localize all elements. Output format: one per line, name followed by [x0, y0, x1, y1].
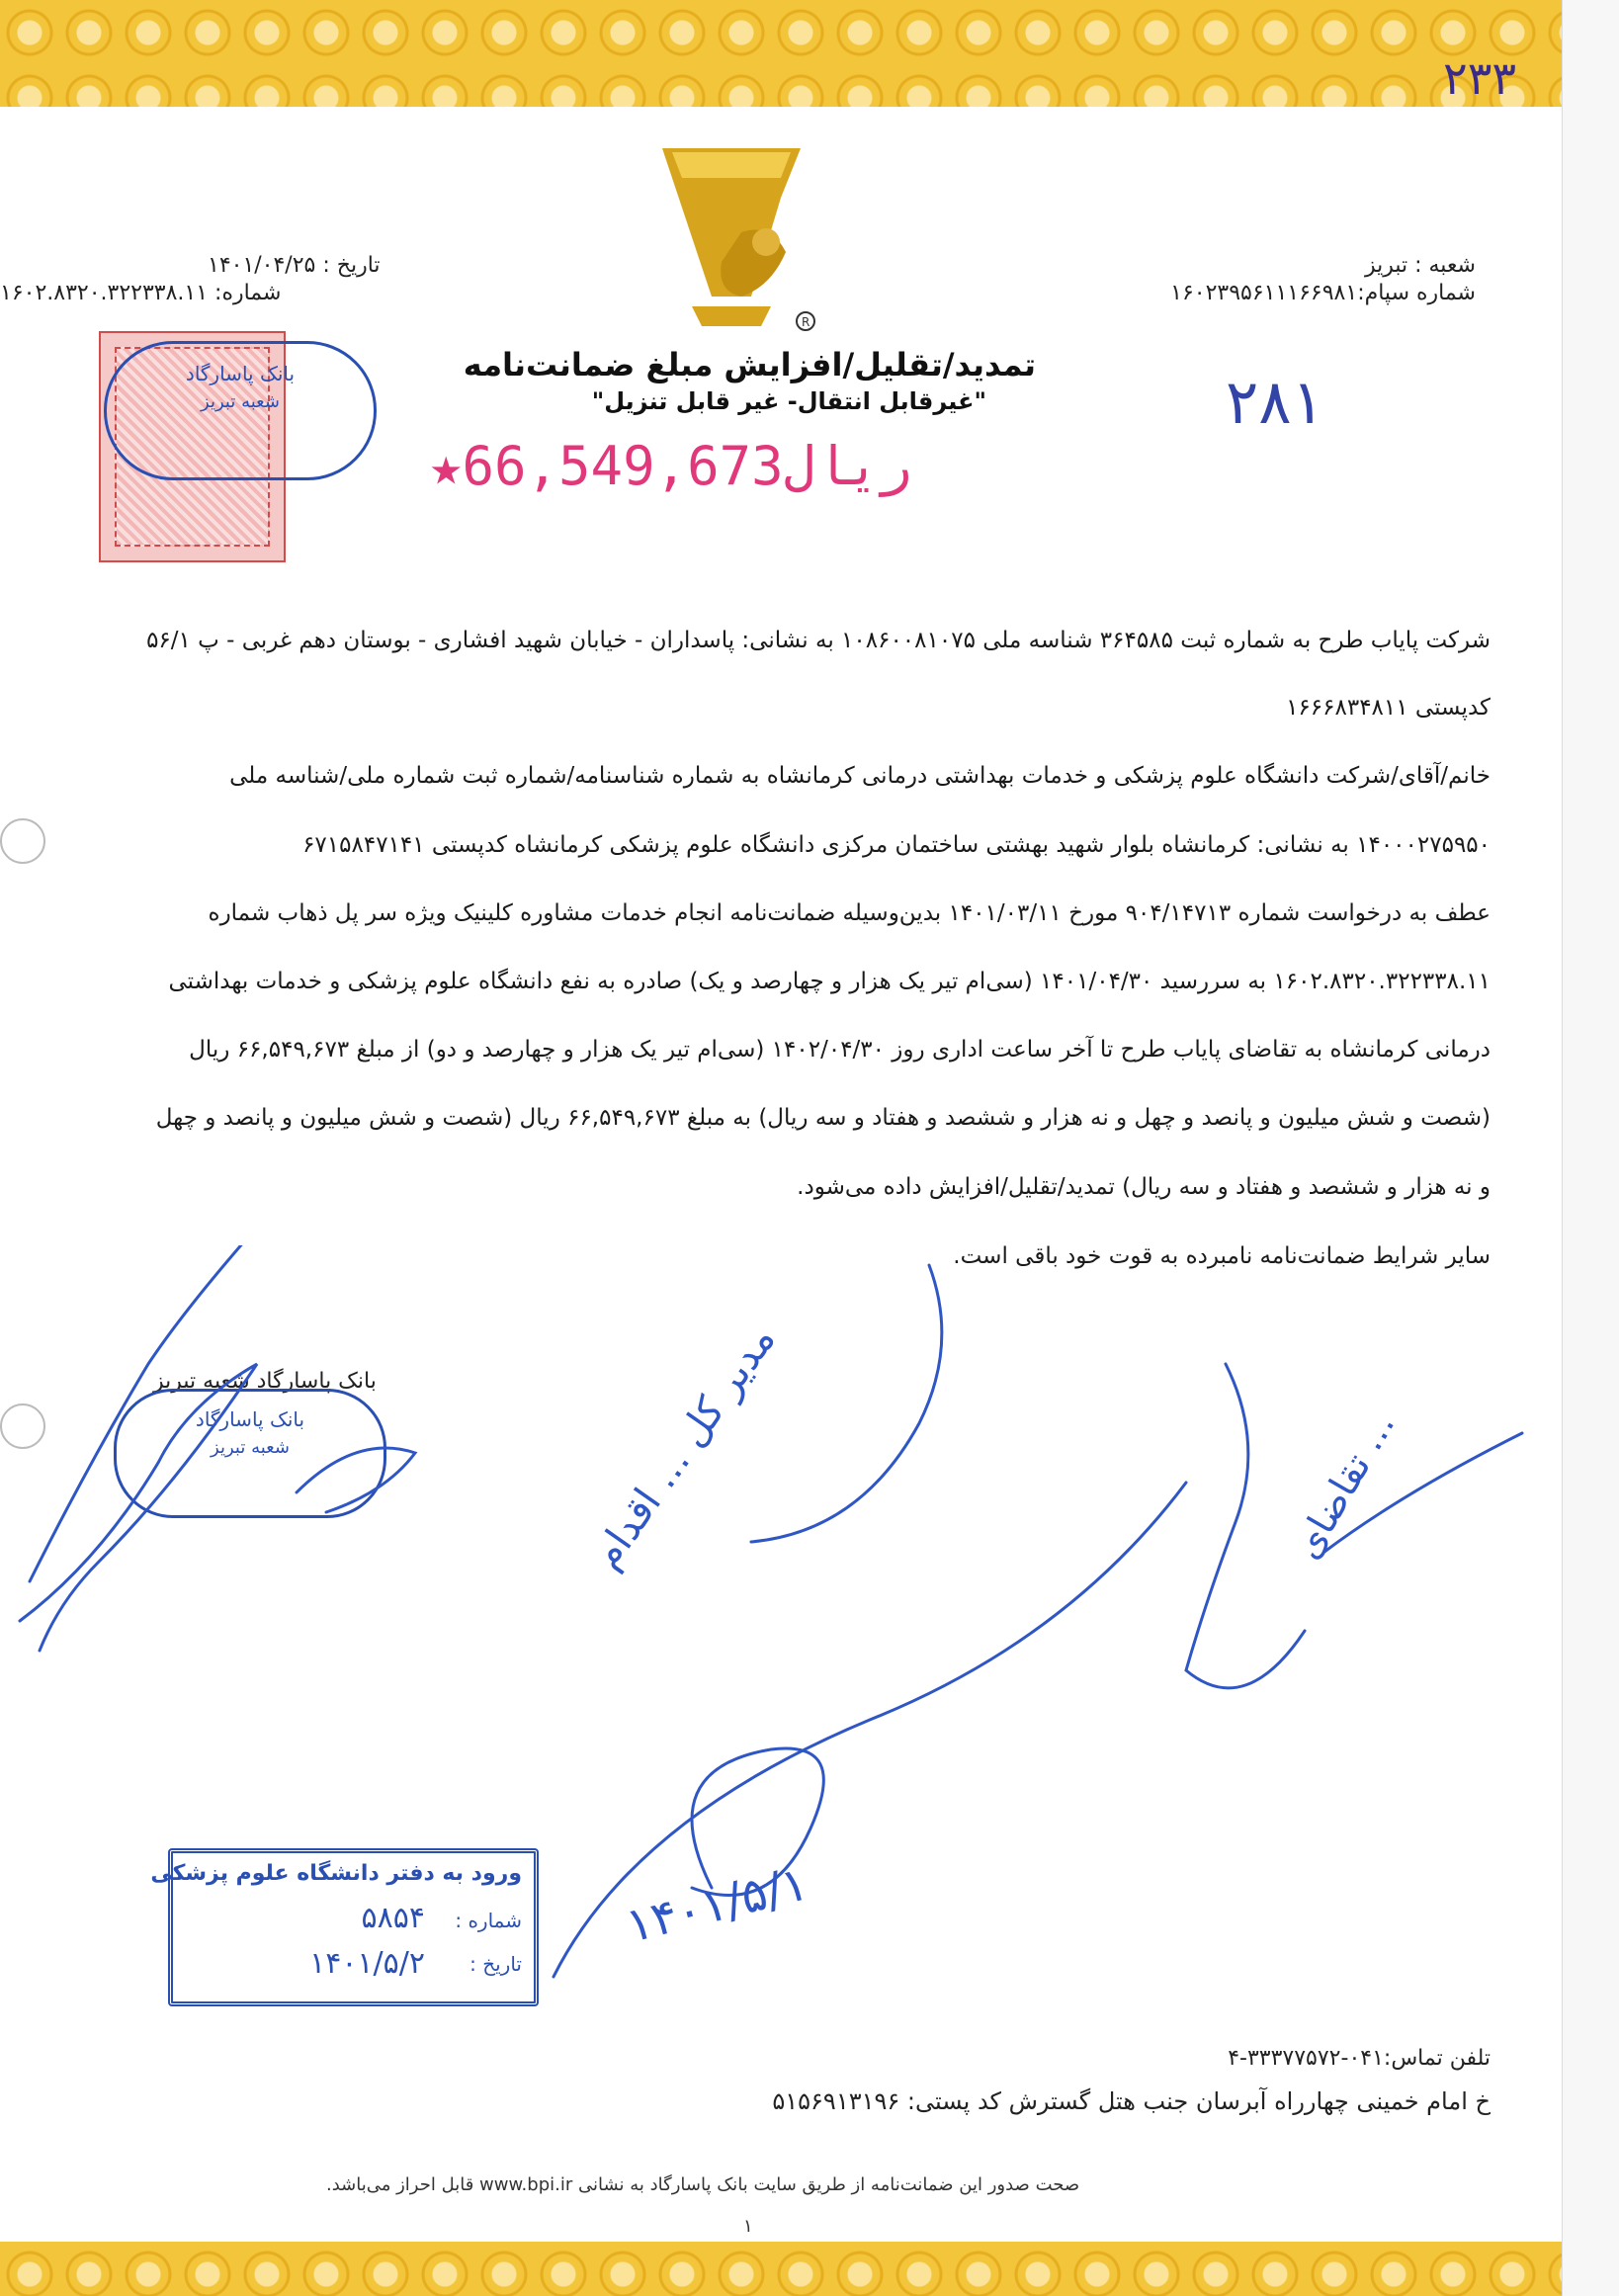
handwritten-note-2: تقاضای ... [1284, 1404, 1404, 1567]
university-receipt-stamp [150, 1848, 539, 2006]
receipt-number-label: شماره : [455, 1909, 522, 1932]
body-line-5: عطف به درخواست شماره ۹۰۴/۱۴۷۱۳ مورخ ۱۴۰۱/۰۳/۱۱ بدین‌وسیله ضمانت‌نامه انجام خدمات مشاوره کلینیک ویژه سر پل ذهاب شماره [208, 900, 1491, 926]
seal-branch-name: شعبه تبریز [201, 391, 280, 412]
body-line-8: (شصت و شش میلیون و پانصد و چهل و نه هزار و ششصد و هفتاد و سه ریال) به مبلغ ۶۶,۵۴۹,۶۷۳ ریال (شصت و شش میلیون و پانصد و چهل [155, 1105, 1491, 1131]
contact-phone: تلفن تماس:۰۴۱-۳۳۳۷۷۵۷۲-۴ [1228, 2046, 1491, 2071]
handwritten-page-number: ۲۳۳ [1443, 51, 1517, 105]
receipt-date-label: تاریخ : [469, 1952, 522, 1976]
body-line-2: کدپستی ۱۶۶۶۸۳۴۸۱۱ [1286, 695, 1491, 721]
bank-pasargad-logo [633, 138, 830, 336]
svg-text:R: R [802, 315, 810, 329]
seal-bank-name-bottom: بانک پاسارگاد [195, 1407, 305, 1431]
handwritten-reference-number: ۲۸۱ [1226, 366, 1324, 438]
guarantee-number: شماره: ۱۶۰۲.۸۳۲۰.۳۲۲۳۳۸.۱۱ [0, 281, 282, 305]
body-line-10: سایر شرایط ضمانت‌نامه نامبرده به قوت خود باقی است. [953, 1243, 1491, 1269]
signature-stroke-left [30, 1245, 267, 1581]
body-line-1: شرکت پایاب طرح به شماره ثبت ۳۶۴۵۸۵ شناسه ملی ۱۰۸۶۰۰۸۱۰۷۵ به نشانی: پاسداران - خیابان شهید افشاری - بوستان دهم غربی - پ ۵۶/۱ [146, 628, 1491, 653]
issue-date: تاریخ : ۱۴۰۱/۰۴/۲۵ [208, 253, 381, 278]
seal-branch-name-bottom: شعبه تبریز [211, 1437, 290, 1458]
punch-hole-top [0, 818, 45, 864]
top-decorative-band [0, 0, 1562, 107]
body-line-7: درمانی کرمانشاه به تقاضای پایاب طرح تا آخر ساعت اداری روز ۱۴۰۲/۰۴/۳۰ (سی‌ام تیر یک هزار و چهارصد و دو) از مبلغ ۶۶,۵۴۹,۶۷۳ ریال [189, 1037, 1491, 1063]
document-title: تمدید/تقلیل/افزایش مبلغ ضمانت‌نامه [463, 346, 1036, 383]
guarantee-amount: ریال66,549,673★ [430, 435, 912, 497]
bottom-decorative-band [0, 2242, 1562, 2296]
seal-bank-name: بانک پاسارگاد [185, 362, 296, 385]
document-subtitle: "غیرقابل انتقال- غیر قابل تنزیل" [591, 387, 986, 415]
sepam-number: شماره سپام:۱۶۰۲۳۹۵۶۱۱۱۶۶۹۸۱ [1170, 281, 1476, 305]
contact-address: خ امام خمینی چهارراه آبرسان جنب هتل گسترش کد پستی: ۵۱۵۶۹۱۳۱۹۶ [772, 2087, 1491, 2115]
page-index: ۱ [743, 2216, 753, 2237]
signatory-label: بانک پاسارگاد شعبه تبریز [153, 1369, 377, 1394]
body-line-6: ۱۶۰۲.۸۳۲۰.۳۲۲۳۳۸.۱۱ به سررسید ۱۴۰۱/۰۴/۳۰ (سی‌ام تیر یک هزار و چهارصد و یک) صادره به نفع دانشگاه علوم پزشکی و خدمات بهداشتی [168, 969, 1491, 994]
body-line-9: و نه هزار و ششصد و هفتاد و سه ریال) تمدید/تقلیل/افزایش داده می‌شود. [797, 1174, 1491, 1200]
verification-note: صحت صدور این ضمانت‌نامه از طریق سایت بانک پاسارگاد به نشانی www.bpi.ir قابل احراز می‌باشد. [326, 2174, 1080, 2195]
branch-seal-top [104, 341, 377, 480]
receipt-date-value: ۱۴۰۱/۵/۲ [309, 1946, 425, 1981]
body-line-3: خانم/آقای/شرکت دانشگاه علوم پزشکی و خدمات بهداشتی درمانی کرمانشاه به شماره شناسنامه/شماره ثبت شماره ملی/شناسه ملی [229, 763, 1491, 789]
handwritten-note-1: مدیر کل ... اقدام [583, 1318, 785, 1577]
body-line-4: ۱۴۰۰۰۲۷۵۹۵۰ به نشانی: کرمانشاه بلوار شهید بهشتی ساختمان مرکزی دانشگاه علوم پزشکی کرمانشاه کدپستی ۶۷۱۵۸۴۷۱۴۱ [302, 832, 1491, 858]
branch-label: شعبه : تبریز [1364, 253, 1476, 278]
receipt-title: ورود به دفتر دانشگاه علوم پزشکی [150, 1861, 522, 1886]
receipt-number-value: ۵۸۵۴ [361, 1901, 425, 1935]
scan-margin [1562, 0, 1619, 2296]
handwritten-date: ۱۴۰۱/۵/۱ [620, 1855, 813, 1954]
